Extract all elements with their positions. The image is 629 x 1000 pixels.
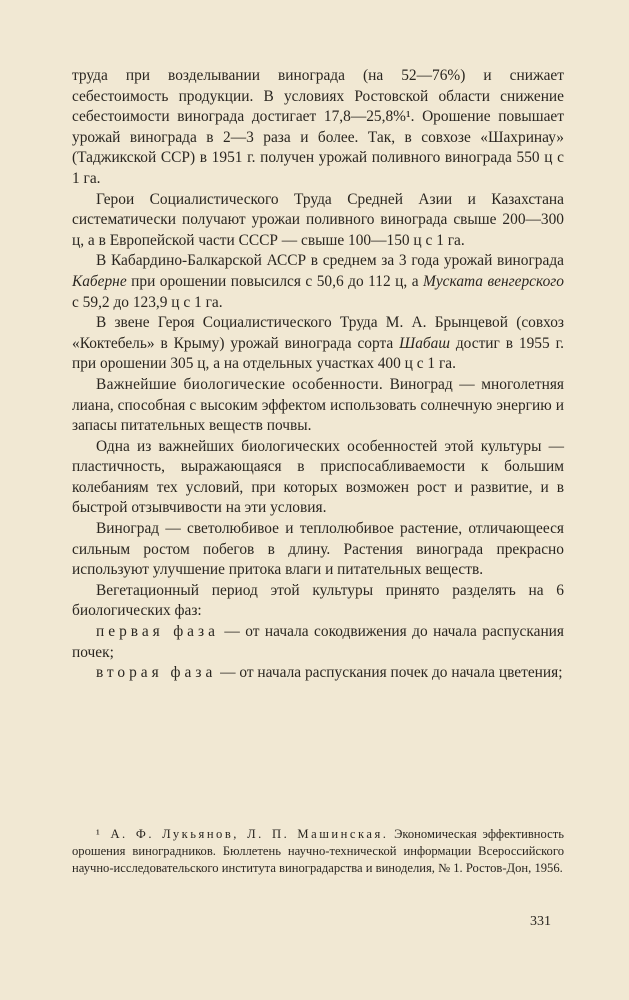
variety-name: Каберне <box>72 272 127 290</box>
text-run: при орошении повысился с 50,6 до 112 ц, а <box>126 272 424 290</box>
footnote-authors: ¹ А. Ф. Лукьянов, Л. П. Машинская. <box>96 827 389 841</box>
text-run: В Кабардино-Балкарской АССР в среднем за 3 года урожай винограда <box>96 252 564 270</box>
footnote-text <box>72 826 564 878</box>
phase-item <box>72 663 564 684</box>
paragraph: Одна из важнейших биологических особенностей этой культуры — пластичность, выражающаяся в приспосабливаемости к большим колебаниям тех условий, при которых возможен рост и развитие, и в быстрой отзывчивости на эти условия. <box>72 437 564 517</box>
main-text <box>72 66 564 684</box>
text-run: — от начала распускания почек до начала цветения; <box>216 664 563 682</box>
paragraph <box>72 313 564 375</box>
section-heading: Важнейшие биологические особенности. <box>96 375 384 393</box>
paragraph: труда при возделывании винограда (на 52—76%) и снижает себестоимость продукции. В условиях Ростовской области снижение себестоимости винограда достигает 17,8—25,8%¹. Орошение повышает урожай винограда в 2—3 раза и более. Так, в совхозе «Шахринау» (Таджикской ССР) в 1951 г. получен урожай поливного винограда 550 ц с 1 га. <box>72 67 564 187</box>
paragraph: Герои Социалистического Труда Средней Азии и Казахстана систематически получают урожаи поливного винограда свыше 200—300 ц, а в Европейской части СССР — свыше 100—150 ц с 1 га. <box>72 190 564 249</box>
paragraph <box>72 251 564 313</box>
phase-label: первая фаза <box>96 623 219 641</box>
paragraph <box>72 375 564 437</box>
text-run: — от начала сокодвижения до начала распускания почек; <box>72 623 564 661</box>
variety-name: Шабаш <box>399 334 450 352</box>
paragraph: Виноград — светолюбивое и теплолюбивое растение, отличающееся сильным ростом побегов в длину. Растения винограда прекрасно используют улучшение притока влаги и питательных веществ. <box>72 520 564 579</box>
text-run: Виноград — многолетняя лиана, способная с высоким эффектом использовать солнечную энергию и запасы питательных веществ почвы. <box>72 375 564 435</box>
footnote <box>72 826 564 878</box>
text-run: с 59,2 до 123,9 ц с 1 га. <box>72 293 223 311</box>
text-run: В звене Героя Социалистического Труда М. А. Брынцевой (совхоз «Коктебель» в Крыму) урожай винограда сорта <box>72 314 564 352</box>
page-number: 331 <box>530 914 551 929</box>
phase-label: вторая фаза <box>96 664 217 682</box>
variety-name: Муската венгерского <box>423 272 565 290</box>
text-run: Экономическая эффективность орошения виноградников. Бюллетень научно-технической информации Всероссийского научно-исследовательского института виноградарства и виноделия, № 1. Ростов-Дон, 1956. <box>72 827 564 876</box>
paragraph: Вегетационный период этой культуры принято разделять на 6 биологических фаз: <box>72 581 564 620</box>
phase-item <box>72 622 564 663</box>
text-run: достиг в 1955 г. при орошении 305 ц, а на отдельных участках 400 ц с 1 га. <box>72 334 564 373</box>
